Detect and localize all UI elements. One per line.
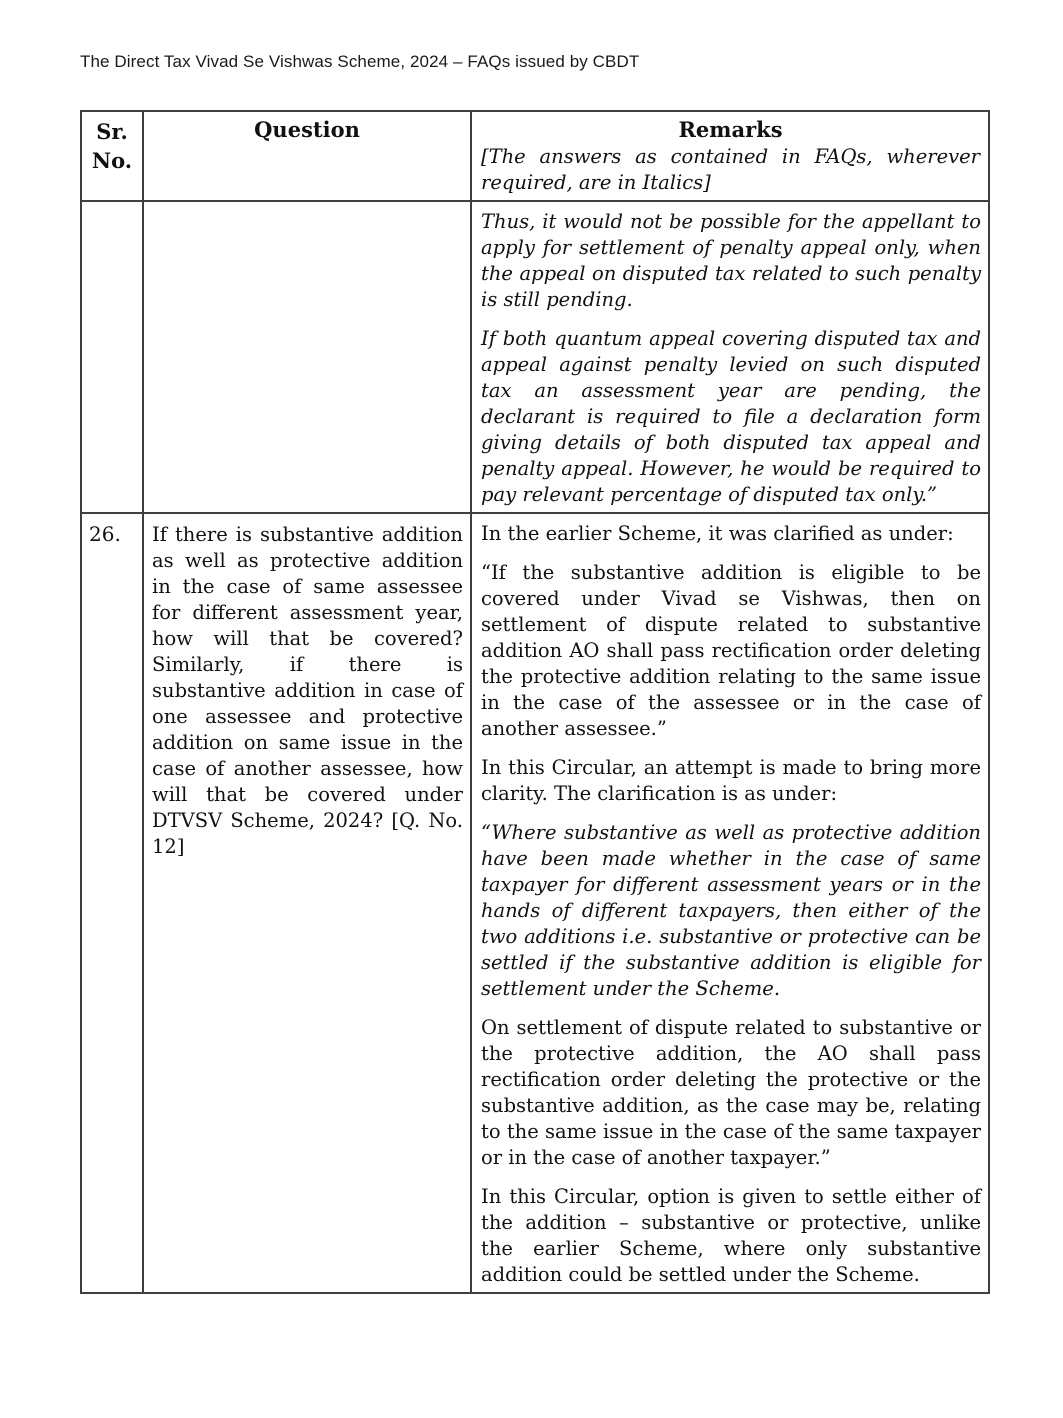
cell-question — [143, 201, 471, 513]
remarks-paragraph: Thus, it would not be possible for the appellant to apply for settlement of penalty appeal only, when the appeal on disputed tax related to such penalty is still pending. — [481, 210, 981, 311]
col-header-question: Question — [143, 111, 471, 201]
faq-table — [80, 110, 990, 1294]
remarks-paragraph: “Where substantive as well as protective addition have been made whether in the case of same taxpayer for different assessment years or in the hands of different taxpayers, then either of the two additions i.e. substantive or protective can be settled if the substantive addition is eligible for settlement under the Scheme. — [481, 821, 981, 1000]
remarks-paragraph: In the earlier Scheme, it was clarified as under: — [481, 522, 954, 545]
table-header — [81, 111, 989, 201]
col-header-remarks-title: Remarks — [678, 117, 783, 142]
document-title: The Direct Tax Vivad Se Vishwas Scheme, 2024 – FAQs issued by CBDT — [80, 52, 640, 71]
cell-remarks — [471, 513, 989, 1293]
cell-question — [143, 513, 471, 1293]
remarks-paragraph: In this Circular, option is given to settle either of the addition – substantive or protective, unlike the earlier Scheme, where only substantive addition could be settled under the Scheme. — [481, 1185, 981, 1286]
cell-sr-no: 26. — [81, 513, 143, 1293]
col-header-remarks-note: [The answers as contained in FAQs, wherever required, are in Italics] — [481, 145, 980, 194]
question-paragraph: If there is substantive addition as well as protective addition in the case of same assessee for different assessment year, how will that be covered? Similarly, if there is substantive addition in case of one assessee and protective addition on same issue in the case of another assessee, how will that be covered under DTVSV Scheme, 2024? [Q. No. 12] — [152, 523, 463, 858]
table-row — [81, 513, 989, 1293]
table-body — [81, 201, 989, 1293]
table-header-row — [81, 111, 989, 201]
cell-sr-no — [81, 201, 143, 513]
cell-remarks — [471, 201, 989, 513]
remarks-paragraph: If both quantum appeal covering disputed tax and appeal against penalty levied on such disputed tax an assessment year are pending, the declarant is required to file a declaration form giving details of both disputed tax appeal and penalty appeal. However, he would be required to pay relevant percentage of disputed tax only.” — [481, 327, 981, 506]
remarks-paragraph: “If the substantive addition is eligible to be covered under Vivad se Vishwas, then on settlement of dispute related to substantive addition AO shall pass rectification order deleting the protective addition relating to the same issue in the case of the assessee or in the case of another assessee.” — [481, 561, 981, 740]
col-header-sr-no — [81, 111, 143, 201]
remarks-paragraph: On settlement of dispute related to substantive or the protective addition, the AO shall pass rectification order deleting the protective or the substantive addition, as the case may be, relating to the same issue in the case of the same taxpayer or in the case of another taxpayer.” — [481, 1016, 981, 1169]
remarks-paragraph: In this Circular, an attempt is made to bring more clarity. The clarification is as under: — [481, 756, 981, 805]
col-header-sr-line1: Sr. — [96, 119, 128, 144]
col-header-sr-line2: No. — [91, 148, 133, 173]
table-row — [81, 201, 989, 513]
col-header-remarks — [471, 111, 989, 201]
